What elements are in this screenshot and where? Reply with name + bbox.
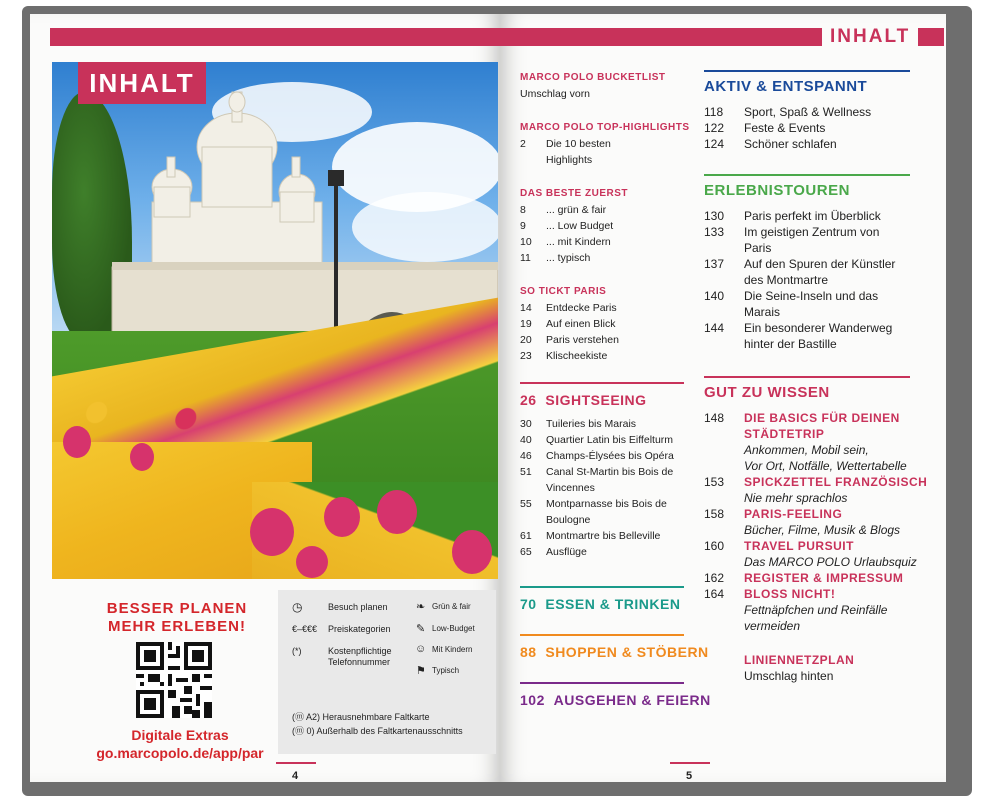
list-item[interactable] [704, 538, 934, 570]
entry-text: DIE BASICS FÜR DEINEN STÄDTETRIP Ankommen, Mobil sein, Vor Ort, Notfälle, Wettertabelle [744, 411, 907, 473]
low-budget-icon: ✎ [416, 623, 426, 635]
section-num: 70 [520, 596, 537, 612]
list-item[interactable] [520, 448, 674, 464]
entry-text: ... typisch [546, 252, 591, 264]
entry-text: Auf den Spuren der Künstler des Montmartre [744, 257, 896, 287]
sightseeing-rule [520, 382, 684, 384]
header-stripe-left [50, 28, 500, 46]
entry-num: 153 [704, 475, 725, 489]
entry-text: Ausflüge [546, 546, 587, 558]
entry-num: 19 [520, 318, 532, 330]
inhalt-tag-right: INHALT [830, 26, 911, 47]
entry-num: 118 [704, 105, 724, 119]
digital-extras-url[interactable]: go.marcopolo.de/app/par [96, 745, 264, 761]
page-number-right: 5 [686, 770, 693, 782]
ausgehen-heading[interactable] [520, 692, 711, 708]
legend-typical: Typisch [432, 666, 460, 675]
entry-text: Vincennes [546, 482, 595, 494]
legend-kids: Mit Kindern [432, 645, 473, 654]
entry-num: 51 [520, 466, 532, 478]
tophighlights-title: MARCO POLO TOP-HIGHLIGHTS [520, 122, 690, 133]
touren-heading[interactable]: ERLEBNISTOUREN [704, 182, 850, 199]
legend-map-a2: (ⓜ A2) Herausnehmbare Faltkarte [292, 712, 430, 722]
best-list [520, 202, 613, 266]
entry-num: 11 [520, 252, 531, 264]
ausgehen-rule [520, 682, 684, 684]
list-item[interactable] [520, 416, 674, 432]
list-item[interactable] [520, 234, 613, 250]
best-title: DAS BESTE ZUERST [520, 188, 629, 199]
entry-num: 65 [520, 546, 532, 558]
clock-icon: ◷ [292, 600, 303, 614]
list-item[interactable] [520, 250, 613, 266]
sacre-coeur-photo [52, 62, 498, 579]
section-title: ESSEN & TRINKEN [545, 596, 681, 612]
entry-num: 10 [520, 236, 532, 248]
legend-price: Preiskategorien [328, 624, 391, 634]
legend-budget: Low-Budget [432, 624, 475, 633]
entry-num: 124 [704, 137, 725, 151]
inhalt-tag-left: INHALT [78, 62, 206, 104]
section-num: 88 [520, 644, 537, 660]
list-item[interactable] [520, 432, 674, 448]
entry-text: Entdecke Paris [546, 302, 617, 314]
promo-line2: MEHR ERLEBEN! [107, 618, 246, 635]
aktiv-heading[interactable]: AKTIV & ENTSPANNT [704, 78, 868, 95]
shoppen-heading[interactable] [520, 644, 709, 660]
entry-text: Highlights [546, 154, 593, 166]
touren-rule [704, 174, 910, 176]
entry-num: 144 [704, 321, 725, 335]
promo-line1: BESSER PLANEN [106, 600, 248, 617]
list-item[interactable] [704, 474, 934, 506]
entry-text: ... grün & fair [546, 204, 607, 216]
entry-text: Sport, Spaß & Wellness [744, 105, 872, 119]
essen-rule [520, 586, 684, 588]
list-item[interactable] [704, 288, 910, 320]
entry-text: SPICKZETTEL FRANZÖSISCH Nie mehr sprachlos [744, 475, 928, 505]
digital-extras-label: Digitale Extras [131, 727, 229, 743]
left-page [30, 14, 501, 782]
essen-heading[interactable] [520, 596, 680, 612]
list-item[interactable] [704, 506, 934, 538]
entry-text: Im geistigen Zentrum von Paris [744, 225, 880, 255]
entry-num: 140 [704, 289, 725, 303]
entry-num: 40 [520, 434, 532, 446]
list-item[interactable] [520, 218, 613, 234]
tickt-title: SO TICKT PARIS [520, 286, 607, 297]
entry-num: 61 [520, 530, 532, 542]
legend-map-outside: (ⓜ 0) Außerhalb des Faltkartenausschnitts [292, 726, 463, 736]
linien-title[interactable]: LINIENNETZPLAN [744, 653, 855, 667]
entry-num: 162 [704, 571, 725, 585]
list-item[interactable] [520, 332, 619, 348]
wissen-heading[interactable]: GUT ZU WISSEN [704, 384, 830, 401]
section-num: 26 [520, 392, 537, 408]
list-item[interactable] [704, 586, 934, 634]
page-number-rule-left [276, 762, 316, 764]
entry-num: 55 [520, 498, 532, 510]
entry-text: Die 10 besten [546, 138, 611, 150]
entry-num: 30 [520, 418, 532, 430]
tophighlights-entry[interactable] [520, 136, 611, 168]
legend-green: Grün & fair [432, 602, 471, 611]
list-item[interactable] [704, 224, 910, 256]
entry-text: Klischeekiste [546, 350, 608, 362]
entry-text: Montmartre bis Belleville [546, 530, 661, 542]
entry-num: 2 [520, 138, 526, 150]
entry-text: Paris verstehen [546, 334, 619, 346]
list-item[interactable] [704, 104, 910, 120]
list-item[interactable] [704, 570, 934, 586]
entry-num: 164 [704, 587, 725, 601]
tickt-list [520, 300, 619, 364]
bucketlist-title: MARCO POLO BUCKETLIST [520, 72, 666, 83]
legend-box [278, 590, 496, 754]
header-stripe-right [500, 28, 822, 46]
entry-text: Schöner schlafen [744, 137, 837, 151]
entry-num: 23 [520, 350, 532, 362]
list-item[interactable] [520, 528, 674, 544]
entry-num: 122 [704, 121, 725, 135]
section-title: SIGHTSEEING [545, 392, 647, 408]
list-item[interactable] [520, 544, 674, 560]
header-stripe-right-end [918, 28, 944, 46]
entry-num: 137 [704, 257, 725, 271]
entry-num: 130 [704, 209, 725, 223]
list-item[interactable] [704, 320, 910, 352]
list-item[interactable] [520, 300, 619, 316]
section-title: SHOPPEN & STÖBERN [545, 644, 709, 660]
legend-visit: Besuch planen [328, 602, 388, 612]
entry-text: Feste & Events [744, 121, 826, 135]
entry-num: 46 [520, 450, 532, 462]
list-item[interactable] [520, 316, 619, 332]
entry-text: Quartier Latin bis Eiffelturm [546, 434, 674, 446]
kids-icon: ☺ [415, 643, 427, 655]
entry-num: 20 [520, 334, 532, 346]
entry-text: Ein besonderer Wanderweg hinter der Bastille [744, 321, 893, 351]
list-item[interactable] [704, 256, 910, 288]
sightseeing-list [520, 416, 674, 560]
sightseeing-heading[interactable] [520, 392, 647, 408]
entry-num: 158 [704, 507, 725, 521]
list-item[interactable] [520, 202, 613, 218]
section-title: AUSGEHEN & FEIERN [553, 692, 711, 708]
entry-num: 9 [520, 220, 526, 232]
list-item[interactable] [704, 208, 910, 224]
flag-icon: ⚑ [416, 665, 426, 677]
list-item[interactable] [520, 348, 619, 364]
page-number-rule-right [670, 762, 710, 764]
section-num: 102 [520, 692, 545, 708]
entry-text: Champs-Élysées bis Opéra [546, 450, 674, 462]
right-page [500, 14, 946, 782]
entry-text: PARIS-FEELING Bücher, Filme, Musik & Blogs [744, 507, 901, 537]
entry-num: 148 [704, 411, 725, 425]
shoppen-rule [520, 634, 684, 636]
list-item[interactable] [520, 496, 674, 528]
qr-code-icon[interactable] [136, 642, 212, 718]
aktiv-rule [704, 70, 910, 72]
euro-range: €–€€€ [292, 624, 318, 634]
list-item[interactable] [704, 410, 934, 474]
entry-text: ... mit Kindern [546, 236, 611, 248]
list-item[interactable] [520, 464, 674, 496]
list-item[interactable] [704, 136, 910, 152]
entry-text: Die Seine-Inseln und das Marais [744, 289, 879, 319]
entry-text: Paris perfekt im Überblick [744, 209, 881, 223]
asterisk-mark: (*) [292, 646, 302, 656]
linien-text: Umschlag hinten [744, 669, 834, 683]
entry-num: 8 [520, 204, 526, 216]
entry-text: Montparnasse bis Bois de [546, 498, 667, 510]
entry-text: BLOSS NICHT! Fettnäpfchen und Reinfälle vermeiden [744, 587, 888, 633]
entry-text: Tuileries bis Marais [546, 418, 637, 430]
entry-text: Canal St-Martin bis Bois de [546, 466, 674, 478]
leaf-icon: ❧ [416, 601, 426, 613]
entry-text: ... Low Budget [546, 220, 614, 232]
entry-num: 160 [704, 539, 725, 553]
legend-phone: Kostenpflichtige Telefonnummer [328, 646, 392, 667]
page-number-left: 4 [292, 770, 299, 782]
entry-num: 133 [704, 225, 725, 239]
entry-text: TRAVEL PURSUIT Das MARCO POLO Urlaubsquiz [744, 539, 917, 569]
entry-text: REGISTER & IMPRESSUM [744, 571, 904, 585]
bucketlist-text: Umschlag vorn [520, 88, 591, 100]
list-item[interactable] [704, 120, 910, 136]
entry-num: 14 [520, 302, 532, 314]
entry-text: Auf einen Blick [546, 318, 616, 330]
entry-text: Boulogne [546, 514, 591, 526]
wissen-rule [704, 376, 910, 378]
